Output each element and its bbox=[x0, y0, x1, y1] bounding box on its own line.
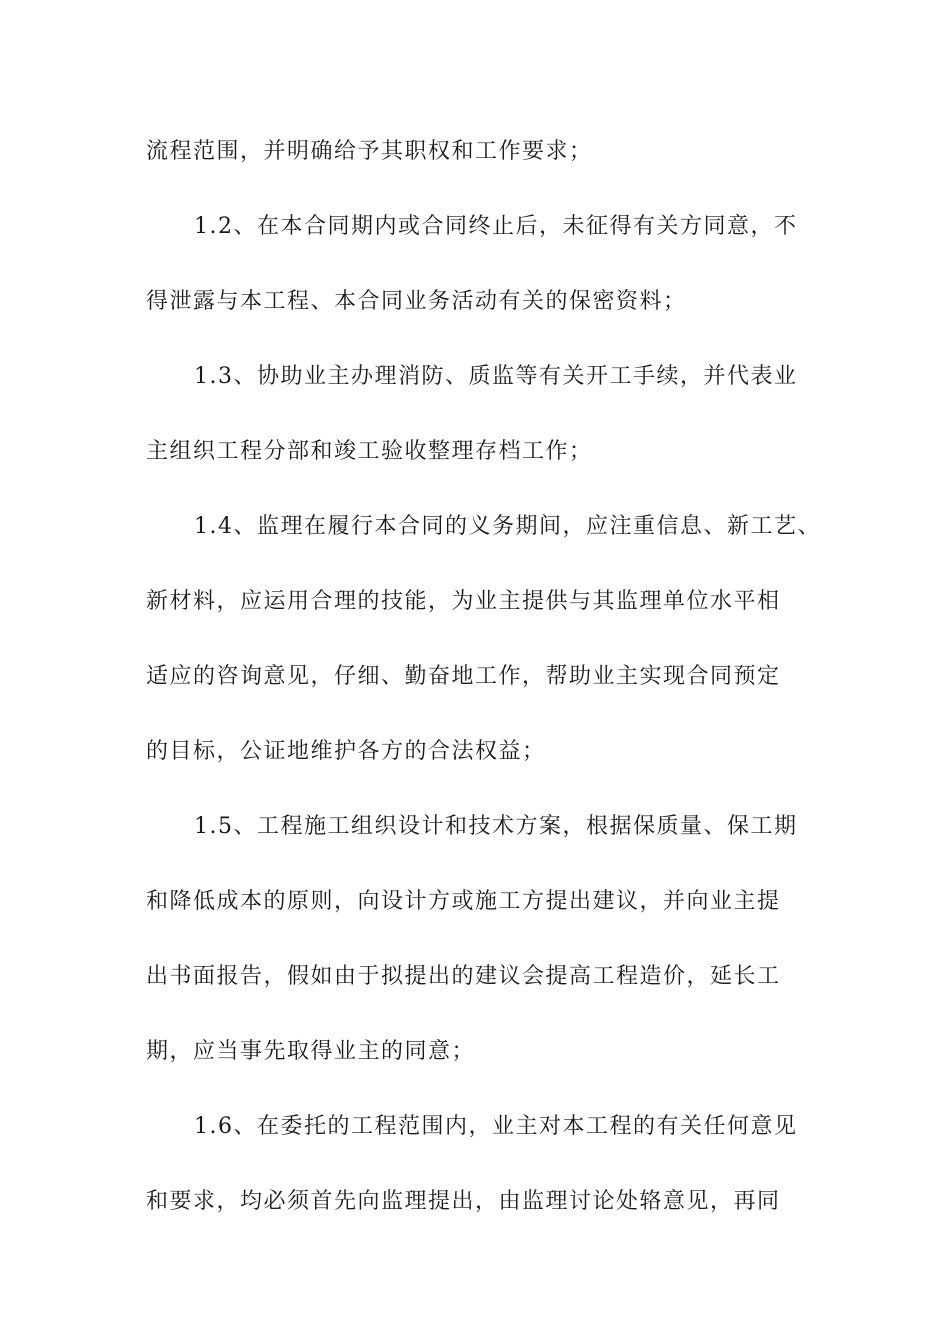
text-line: 期，应当事先取得业主的同意； bbox=[146, 1039, 476, 1064]
text-line: 和降低成本的原则，向设计方或施工方提出建议，并向业主提 bbox=[146, 889, 781, 914]
text-line: 主组织工程分部和竣工验收整理存档工作； bbox=[146, 439, 593, 464]
clause-1-6-line: 1.6、在委托的工程范围内，业主对本工程的有关任何意见 bbox=[194, 1114, 798, 1139]
text-line: 新材料，应运用合理的技能，为业主提供与其监理单位水平相 bbox=[146, 589, 781, 614]
clause-1-4-line: 1.4、监理在履行本合同的义务期间，应注重信息、新工艺、 bbox=[194, 514, 821, 539]
clause-1-2-line: 1.2、在本合同期内或合同终止后，未征得有关方同意，不 bbox=[194, 214, 798, 239]
document-body bbox=[146, 125, 826, 1250]
clause-1-3-line: 1.3、协助业主办理消防、质监等有关开工手续，并代表业 bbox=[194, 364, 798, 389]
text-line: 和要求，均必须首先向监理提出，由监理讨论处辂意见，再同 bbox=[146, 1189, 781, 1214]
text-line: 得泄露与本工程、本合同业务活动有关的保密资料； bbox=[146, 289, 687, 314]
text-line: 出书面报告，假如由于拟提出的建议会提高工程造价，延长工 bbox=[146, 964, 781, 989]
clause-1-5-line: 1.5、工程施工组织设计和技术方案，根据保质量、保工期 bbox=[194, 814, 798, 839]
text-line: 适应的咨询意见，仔细、勤奋地工作，帮助业主实现合同预定 bbox=[146, 664, 781, 689]
text-line: 的目标，公证地维护各方的合法权益； bbox=[146, 739, 546, 764]
text-line: 流程范围，并明确给予其职权和工作要求； bbox=[146, 139, 593, 164]
